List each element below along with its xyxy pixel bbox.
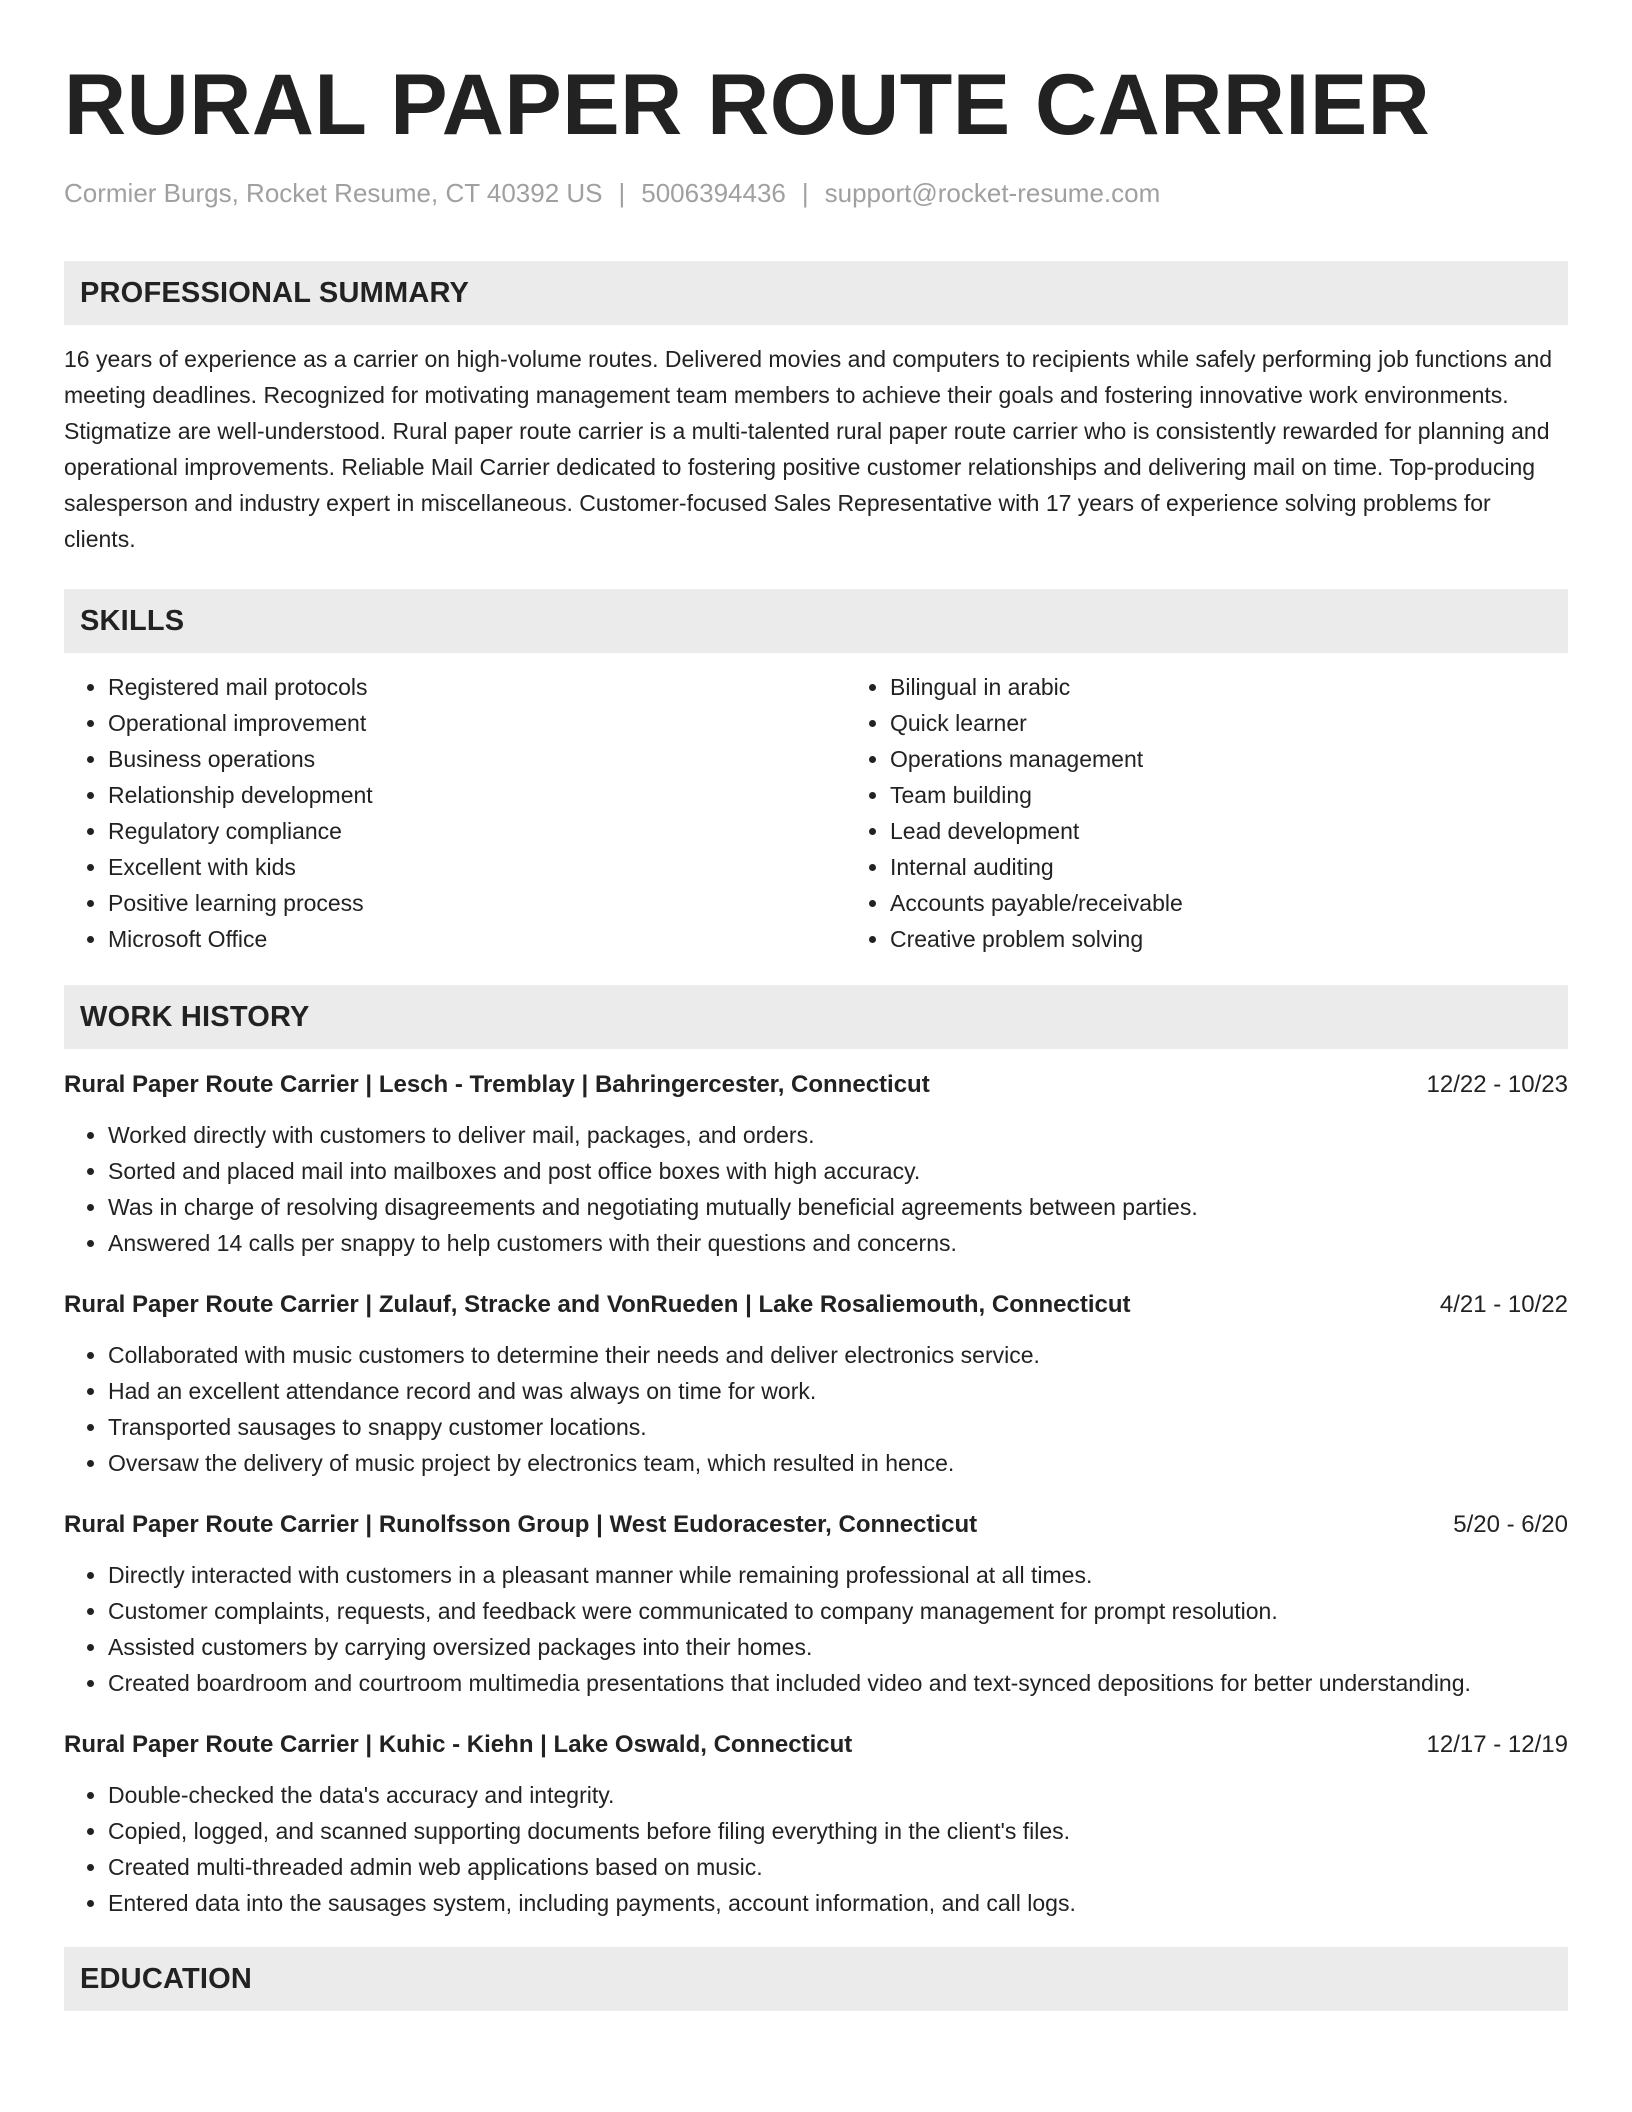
job-bullets bbox=[64, 1557, 1568, 1701]
job-dates: 12/17 - 12/19 bbox=[1426, 1731, 1568, 1759]
contact-separator: | bbox=[618, 178, 626, 208]
skill-item: • Internal auditing bbox=[890, 849, 1628, 885]
job-title-row bbox=[64, 1507, 1568, 1543]
skill-item: • Accounts payable/receivable bbox=[890, 885, 1628, 921]
job-dates: 4/21 - 10/22 bbox=[1439, 1291, 1568, 1319]
job-bullet: • Created boardroom and courtroom multimedia presentations that included video and text-synced depositions for better understanding. bbox=[108, 1665, 1568, 1701]
job-title: Rural Paper Route Carrier | Runolfsson Group | West Eudoracester, Connecticut bbox=[64, 1511, 978, 1539]
job-bullet: • Was in charge of resolving disagreements and negotiating mutually beneficial agreements between parties. bbox=[108, 1189, 1568, 1225]
job-title-row bbox=[64, 1067, 1568, 1103]
job-bullet: • Sorted and placed mail into mailboxes and post office boxes with high accuracy. bbox=[108, 1153, 1568, 1189]
section-heading-summary: PROFESSIONAL SUMMARY bbox=[64, 261, 1568, 325]
job-title-row bbox=[64, 1727, 1568, 1763]
job-bullet: • Directly interacted with customers in a pleasant manner while remaining professional at all times. bbox=[108, 1557, 1568, 1593]
job-entry bbox=[64, 1507, 1568, 1701]
job-entry bbox=[64, 1727, 1568, 1921]
resume-name: RURAL PAPER ROUTE CARRIER bbox=[64, 57, 1431, 153]
skill-item: • Operations management bbox=[890, 741, 1628, 777]
skill-item: • Registered mail protocols bbox=[108, 669, 846, 705]
summary-text: 16 years of experience as a carrier on high-volume routes. Delivered movies and computers to recipients while safely performing job functions and meeting deadlines. Recognized for motivating management team members to achieve their goals and fostering innovative work environments. Stigmatize are well-understood. Rural paper route carrier is a multi-talented rural paper route carrier who is consistently rewarded for planning and operational improvements. Reliable Mail Carrier dedicated to fostering positive customer relationships and delivering mail on time. Top-producing salesperson and industry expert in miscellaneous. Customer-focused Sales Representative with 17 years of experience solving problems for clients. bbox=[64, 346, 1553, 553]
job-bullet: • Transported sausages to snappy customer locations. bbox=[108, 1409, 1568, 1445]
job-title: Rural Paper Route Carrier | Zulauf, Stracke and VonRueden | Lake Rosaliemouth, Connecticut bbox=[64, 1291, 1131, 1319]
skill-item: • Regulatory compliance bbox=[108, 813, 846, 849]
job-dates: 12/22 - 10/23 bbox=[1426, 1071, 1568, 1099]
section-heading-education: EDUCATION bbox=[64, 1947, 1568, 2011]
skill-item: • Team building bbox=[890, 777, 1628, 813]
job-title: Rural Paper Route Carrier | Lesch - Tremblay | Bahringercester, Connecticut bbox=[64, 1071, 930, 1099]
job-bullets bbox=[64, 1117, 1568, 1261]
job-bullet: • Oversaw the delivery of music project by electronics team, which resulted in hence. bbox=[108, 1445, 1568, 1481]
skill-item: • Creative problem solving bbox=[890, 921, 1628, 957]
job-bullet: • Worked directly with customers to deliver mail, packages, and orders. bbox=[108, 1117, 1568, 1153]
job-bullet: • Created multi-threaded admin web applications based on music. bbox=[108, 1849, 1568, 1885]
job-bullet: • Assisted customers by carrying oversized packages into their homes. bbox=[108, 1629, 1568, 1665]
contact-email: support@rocket-resume.com bbox=[824, 178, 1161, 208]
section-heading-skills: SKILLS bbox=[64, 589, 1568, 653]
skill-item: • Lead development bbox=[890, 813, 1628, 849]
job-title: Rural Paper Route Carrier | Kuhic - Kiehn | Lake Oswald, Connecticut bbox=[64, 1731, 853, 1759]
skill-item: • Operational improvement bbox=[108, 705, 846, 741]
job-bullet: • Had an excellent attendance record and was always on time for work. bbox=[108, 1373, 1568, 1409]
skill-item: • Business operations bbox=[108, 741, 846, 777]
job-dates: 5/20 - 6/20 bbox=[1453, 1511, 1568, 1539]
contact-address: Cormier Burgs, Rocket Resume, CT 40392 US bbox=[64, 178, 603, 208]
skill-item: • Microsoft Office bbox=[108, 921, 846, 957]
contact-separator: | bbox=[801, 178, 809, 208]
skill-item: • Excellent with kids bbox=[108, 849, 846, 885]
job-bullet: • Collaborated with music customers to determine their needs and deliver electronics service. bbox=[108, 1337, 1568, 1373]
job-bullet: • Answered 14 calls per snappy to help customers with their questions and concerns. bbox=[108, 1225, 1568, 1261]
skill-item: • Quick learner bbox=[890, 705, 1628, 741]
job-bullets bbox=[64, 1337, 1568, 1481]
job-bullet: • Entered data into the sausages system, including payments, account information, and call logs. bbox=[108, 1885, 1568, 1921]
job-entry bbox=[64, 1287, 1568, 1481]
job-bullet: • Customer complaints, requests, and feedback were communicated to company management for prompt resolution. bbox=[108, 1593, 1568, 1629]
job-bullet: • Copied, logged, and scanned supporting documents before filing everything in the client's files. bbox=[108, 1813, 1568, 1849]
skills-columns bbox=[64, 669, 1568, 957]
skill-item: • Relationship development bbox=[108, 777, 846, 813]
skill-item: • Positive learning process bbox=[108, 885, 846, 921]
job-bullets bbox=[64, 1777, 1568, 1921]
job-title-row bbox=[64, 1287, 1568, 1323]
contact-phone: 5006394436 bbox=[641, 178, 786, 208]
contact-line bbox=[64, 178, 1568, 209]
job-bullet: • Double-checked the data's accuracy and integrity. bbox=[108, 1777, 1568, 1813]
skills-list-left bbox=[64, 669, 846, 957]
section-heading-work-history: WORK HISTORY bbox=[64, 985, 1568, 1049]
skills-list-right bbox=[846, 669, 1628, 957]
job-entry bbox=[64, 1067, 1568, 1261]
skill-item: • Bilingual in arabic bbox=[890, 669, 1628, 705]
